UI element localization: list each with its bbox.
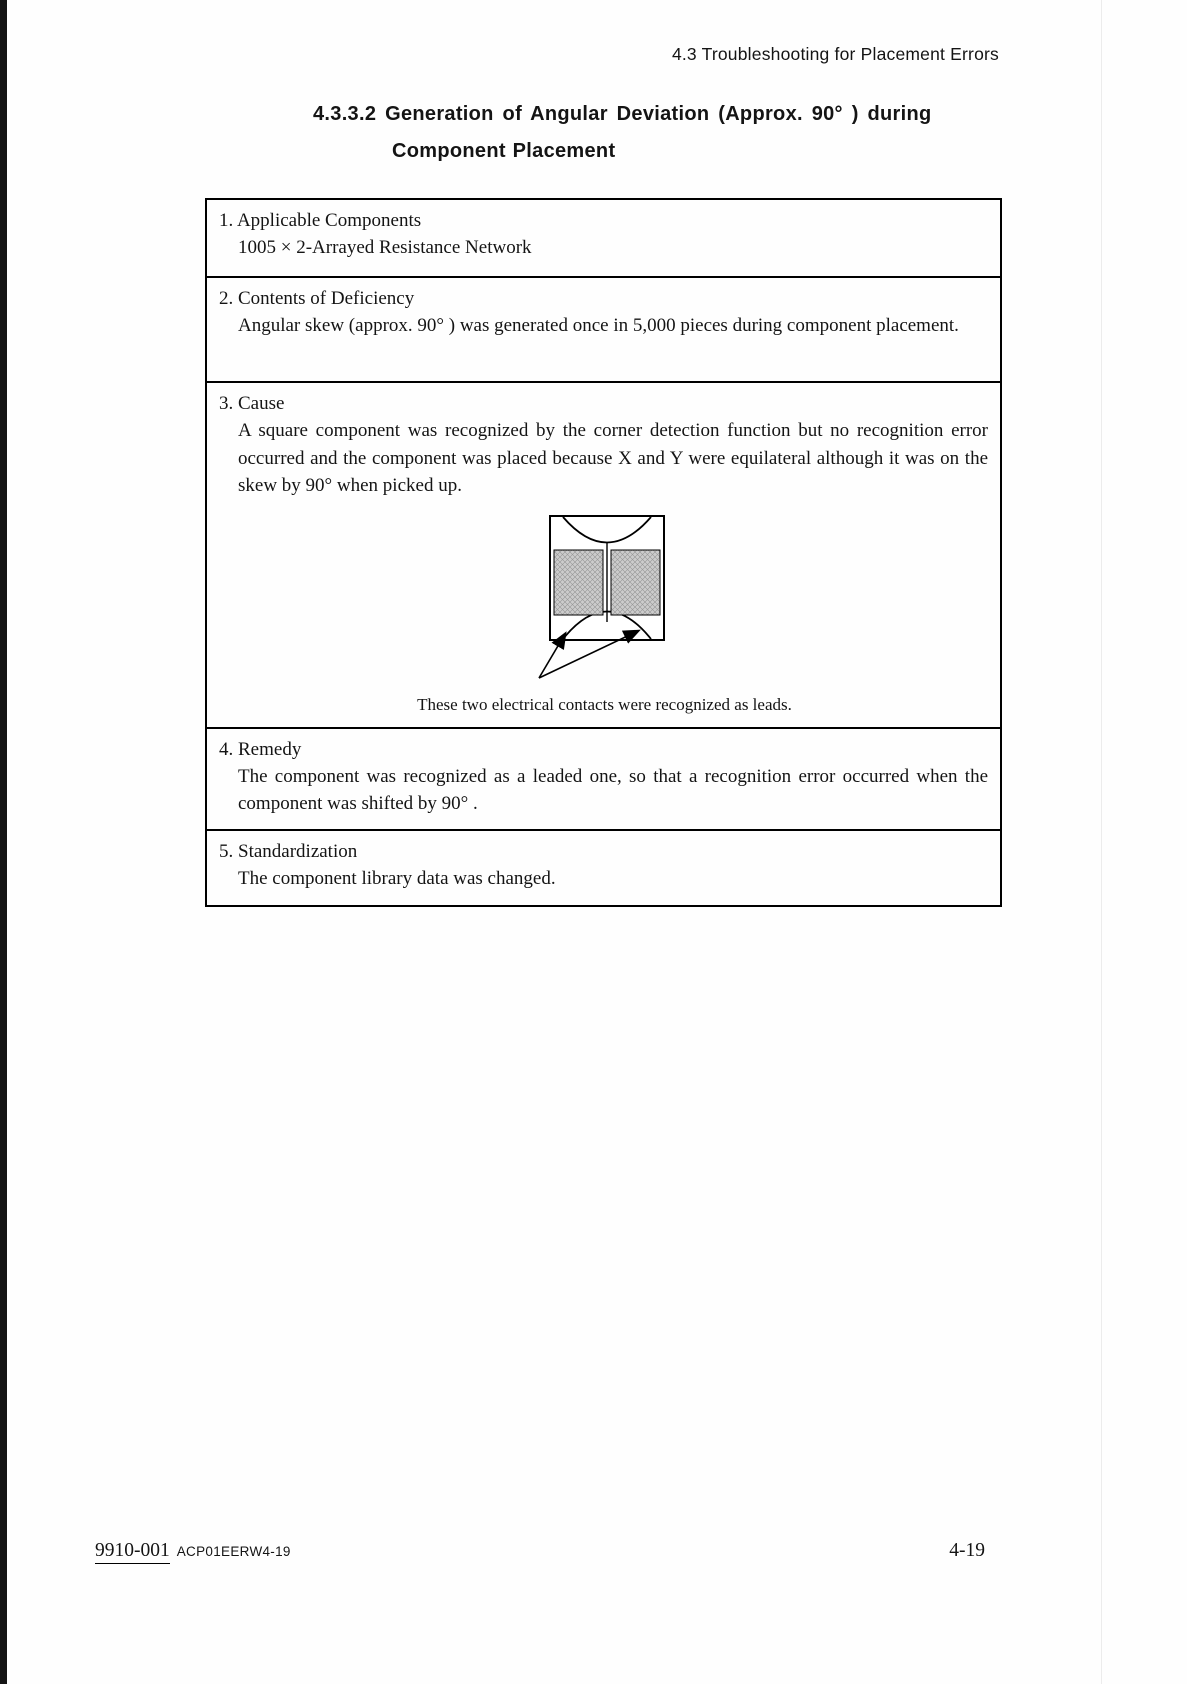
page-number: 4-19: [949, 1540, 985, 1561]
section-body: The component library data was changed.: [238, 867, 556, 889]
troubleshooting-table: [205, 198, 1002, 907]
section-body: A square component was recognized by the corner detection function but no recognition error occurred and the component was placed because X and Y were equilateral although it was on the skew by 90° when picked up.: [238, 420, 988, 496]
section-body: Angular skew (approx. 90° ) was generated once in 5,000 pieces during component placement.: [238, 315, 959, 336]
footer-left: [95, 1540, 291, 1564]
component-figure: [219, 512, 990, 727]
running-header: 4.3 Troubleshooting for Placement Errors: [671, 44, 999, 64]
section-heading: 4. Remedy: [219, 738, 302, 760]
section-contents-of-deficiency: [207, 278, 1000, 383]
section-cause: [207, 383, 1000, 729]
doc-code: ACP01EERW4-19: [176, 1544, 291, 1559]
section-heading: 1. Applicable Components: [219, 210, 422, 231]
title-line-1: 4.3.3.2 Generation of Angular Deviation (Approx. 90° ) during: [313, 103, 932, 125]
section-body: 1005 × 2-Arrayed Resistance Network: [238, 237, 532, 258]
left-electrode-pad: [554, 550, 603, 615]
right-electrode-pad: [611, 550, 660, 615]
section-body: The component was recognized as a leaded one, so that a recognition error occurred when the component was shifted by 90° .: [238, 765, 988, 814]
scan-fold-line: [1101, 0, 1102, 1684]
section-standardization: [207, 831, 1000, 905]
doc-number: 9910-001: [95, 1540, 170, 1564]
section-heading: 3. Cause: [219, 393, 285, 414]
scan-edge-artifact: [0, 0, 7, 1684]
page-title: [313, 96, 1013, 170]
section-remedy: [207, 729, 1000, 831]
section-heading: 2. Contents of Deficiency: [219, 288, 415, 309]
section-heading: 5. Standardization: [219, 840, 358, 862]
section-applicable-components: [207, 200, 1000, 278]
component-diagram: [435, 512, 775, 688]
figure-caption: These two electrical contacts were recognized as leads.: [417, 694, 792, 714]
title-line-2: Component Placement: [392, 140, 616, 162]
